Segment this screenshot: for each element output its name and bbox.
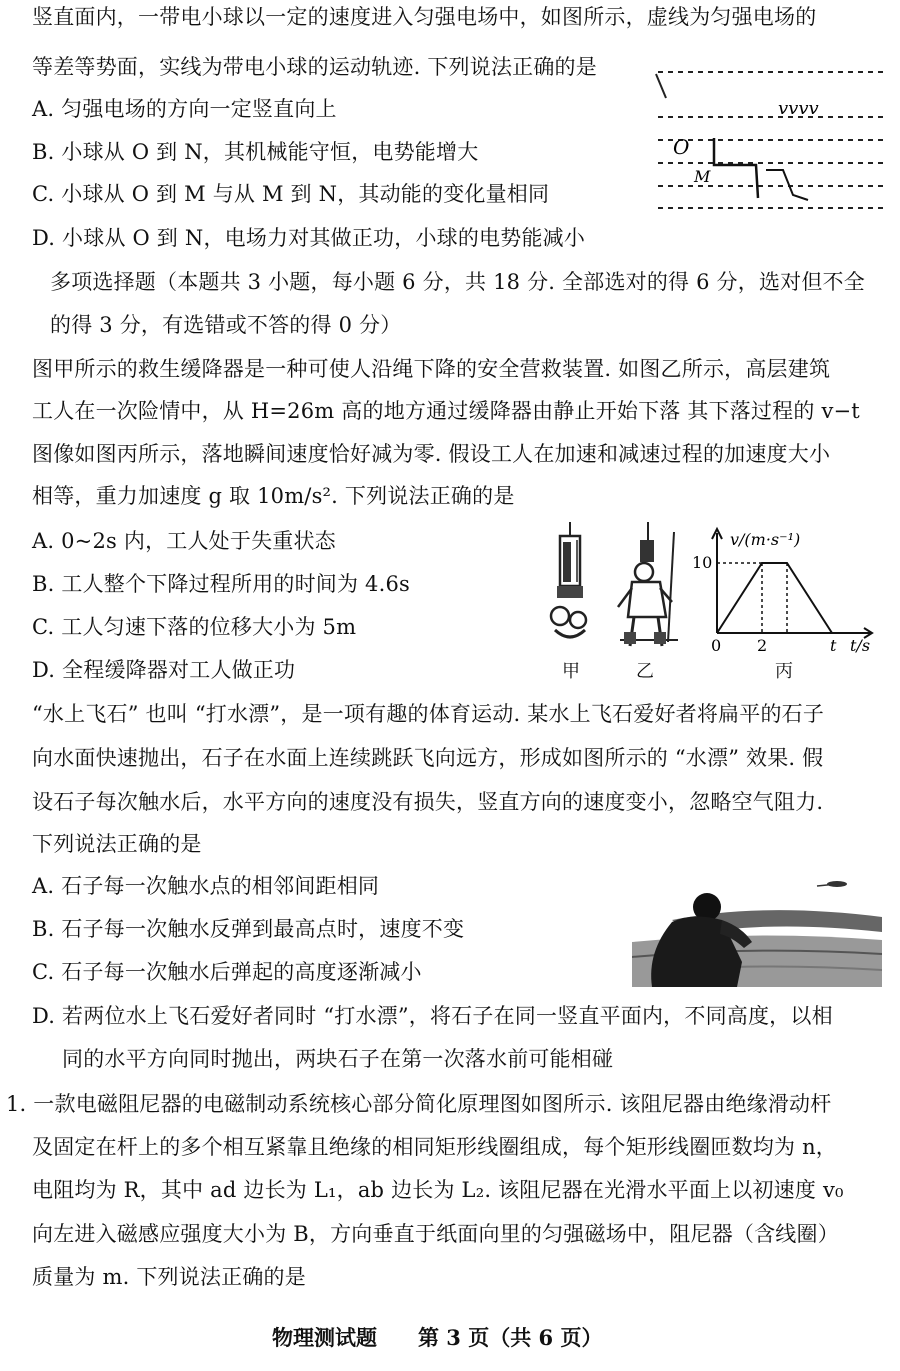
vt-graph — [692, 525, 882, 655]
stone-stem-line-2: 向水面快速抛出，石子在水面上连续跳跃飞向远方，形成如图所示的 “水漂” 效果. 假 — [32, 746, 824, 770]
rescue-stem-line-1: 图甲所示的救生缓降器是一种可使人沿绳下降的安全营救装置. 如图乙所示，高层建筑 — [32, 357, 831, 381]
stone-stem-line-1: “水上飞石” 也叫 “打水漂”，是一项有趣的体育运动. 某水上飞石爱好者将扁平的石子 — [32, 702, 825, 726]
field-option-d: D. 小球从 O 到 N，电场力对其做正功，小球的电势能减小 — [32, 226, 586, 250]
worker-descending-figure — [608, 522, 688, 652]
damper-stem-line-4: 向左进入磁感应强度大小为 B，方向垂直于纸面向里的匀强磁场中，阻尼器（含线圈） — [32, 1222, 839, 1246]
stone-stem-line-3: 设石子每次触水后，水平方向的速度没有损失，竖直方向的速度变小，忽略空气阻力. — [32, 790, 824, 814]
descender-device-figure — [545, 522, 595, 652]
rescue-option-c: C. 工人匀速下落的位移大小为 5m — [32, 615, 357, 639]
x-tick-0: 0 — [711, 636, 722, 655]
rescue-option-a: A. 0~2s 内，工人处于失重状态 — [32, 529, 336, 553]
wave-mark: vvvv — [778, 98, 819, 119]
rescue-stem-line-4: 相等，重力加速度 g 取 10m/s². 下列说法正确的是 — [32, 484, 515, 508]
y-tick-10: 10 — [692, 553, 713, 572]
velocity-curve — [717, 563, 832, 633]
damper-stem-line-5: 质量为 m. 下列说法正确的是 — [32, 1265, 306, 1289]
point-o-label: O — [673, 135, 690, 159]
rescue-stem-line-3: 图像如图丙所示，落地瞬间速度恰好减为零. 假设工人在加速和减速过程的加速度大小 — [32, 442, 831, 466]
damper-stem-line-2: 及固定在杆上的多个相互紧靠且绝缘的相同矩形线圈组成，每个矩形线圈匝数均为 n， — [32, 1135, 837, 1159]
stone-skipping-photo — [632, 862, 882, 987]
field-stem-line-2: 等差等势面，实线为带电小球的运动轨迹. 下列说法正确的是 — [32, 55, 597, 79]
field-option-b: B. 小球从 O 到 N，其机械能守恒，电势能增大 — [32, 140, 479, 164]
figure-bing-label: 丙 — [775, 661, 794, 682]
x-tick-end: t — [830, 636, 837, 655]
x-axis-label: t/s — [850, 636, 871, 655]
point-m-label: M — [694, 167, 711, 186]
electric-field-figure — [648, 60, 888, 230]
section-header-line-1: 多项选择题（本题共 3 小题，每小题 6 分，共 18 分. 全部选对的得 6 分，选对但不全 — [50, 270, 865, 294]
field-stem-line-1: 竖直面内，一带电小球以一定的速度进入匀强电场中，如图所示，虚线为匀强电场的 — [32, 5, 817, 29]
stone-option-a: A. 石子每一次触水点的相邻间距相同 — [32, 874, 380, 898]
y-axis-label: v/(m·s⁻¹) — [730, 530, 801, 549]
x-tick-2: 2 — [757, 636, 768, 655]
field-option-c: C. 小球从 O 到 M 与从 M 到 N，其动能的变化量相同 — [32, 182, 550, 206]
footer-subject: 物理测试题 — [272, 1325, 377, 1350]
rescue-option-d: D. 全程缓降器对工人做正功 — [32, 658, 296, 682]
figure-jia-label: 甲 — [562, 661, 581, 682]
footer-page-number: 第 3 页（共 6 页） — [418, 1325, 603, 1350]
stone-option-d-line-2: 同的水平方向同时抛出，两块石子在第一次落水前可能相碰 — [62, 1047, 614, 1071]
rescue-option-b: B. 工人整个下降过程所用的时间为 4.6s — [32, 572, 411, 596]
damper-stem-line-1: 1. 一款电磁阻尼器的电磁制动系统核心部分简化原理图如图所示. 该阻尼器由绝缘滑动杆 — [6, 1092, 832, 1116]
rescue-stem-line-2: 工人在一次险情中，从 H=26m 高的地方通过缓降器由静止开始下落 其下落过程的 v−t — [32, 399, 860, 423]
figure-yi-label: 乙 — [636, 661, 655, 682]
damper-stem-line-3: 电阻均为 R，其中 ad 边长为 L₁，ab 边长为 L₂. 该阻尼器在光滑水平面上以初速度 v₀ — [32, 1178, 844, 1202]
field-option-a: A. 匀强电场的方向一定竖直向上 — [32, 97, 337, 121]
section-header-line-2: 的得 3 分，有选错或不答的得 0 分） — [50, 313, 402, 337]
stone-stem-line-4: 下列说法正确的是 — [32, 832, 202, 856]
stone-option-b: B. 石子每一次触水反弹到最高点时，速度不变 — [32, 917, 465, 941]
stone-option-c: C. 石子每一次触水后弹起的高度逐渐减小 — [32, 960, 422, 984]
stone-option-d-line-1: D. 若两位水上飞石爱好者同时 “打水漂”，将石子在同一竖直平面内，不同高度，以相 — [32, 1004, 833, 1028]
